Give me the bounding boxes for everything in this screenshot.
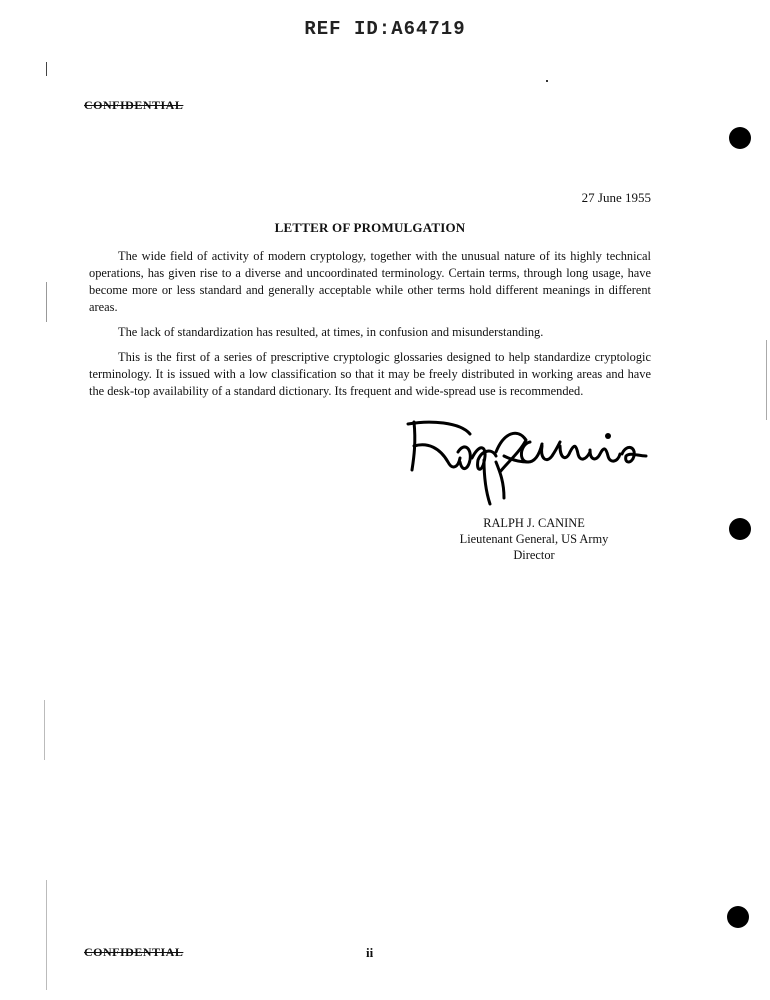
letter-date: 27 June 1955 (581, 190, 651, 205)
paragraph-2: The lack of standardization has resulted, at times, in confusion and misunderstanding. (118, 325, 544, 339)
scan-edge-line (46, 282, 47, 322)
letter-body (89, 248, 651, 408)
punch-hole (729, 518, 751, 540)
scan-edge-line (46, 880, 47, 990)
letter-title: LETTER OF PROMULGATION (274, 220, 466, 235)
punch-hole (727, 906, 749, 928)
signer-rank: Lieutenant General, US Army (459, 532, 609, 546)
signer-position: Director (513, 548, 555, 562)
punch-hole (729, 127, 751, 149)
scan-edge-line (46, 62, 47, 76)
handwritten-signature (400, 412, 660, 510)
scan-edge-line (44, 700, 45, 760)
scan-edge-line (766, 340, 767, 420)
classification-bottom: CONFIDENTIAL (84, 945, 184, 959)
signer-name: RALPH J. CANINE (483, 516, 585, 530)
ref-id: REF ID:A64719 (304, 18, 466, 40)
classification-top: CONFIDENTIAL (84, 98, 184, 112)
paragraph-3: This is the first of a series of prescriptive cryptologic glossaries designed to help standardize cryptologic terminology. It is issued with a low classification so that it may be freely distributed in working areas and have the desk-top availability of a standard dictionary. Its frequent and wide-spread use is recommended. (89, 350, 651, 398)
paragraph-1: The wide field of activity of modern cryptology, together with the unusual nature of its highly technical operations, has given rise to a diverse and uncoordinated terminology. Certain terms, through long usage, have become more or less standard and generally acceptable while other terms hold different meanings in different areas. (89, 249, 651, 314)
signature-block (424, 515, 644, 563)
page-number: ii (366, 945, 374, 960)
scan-speck (546, 80, 548, 82)
